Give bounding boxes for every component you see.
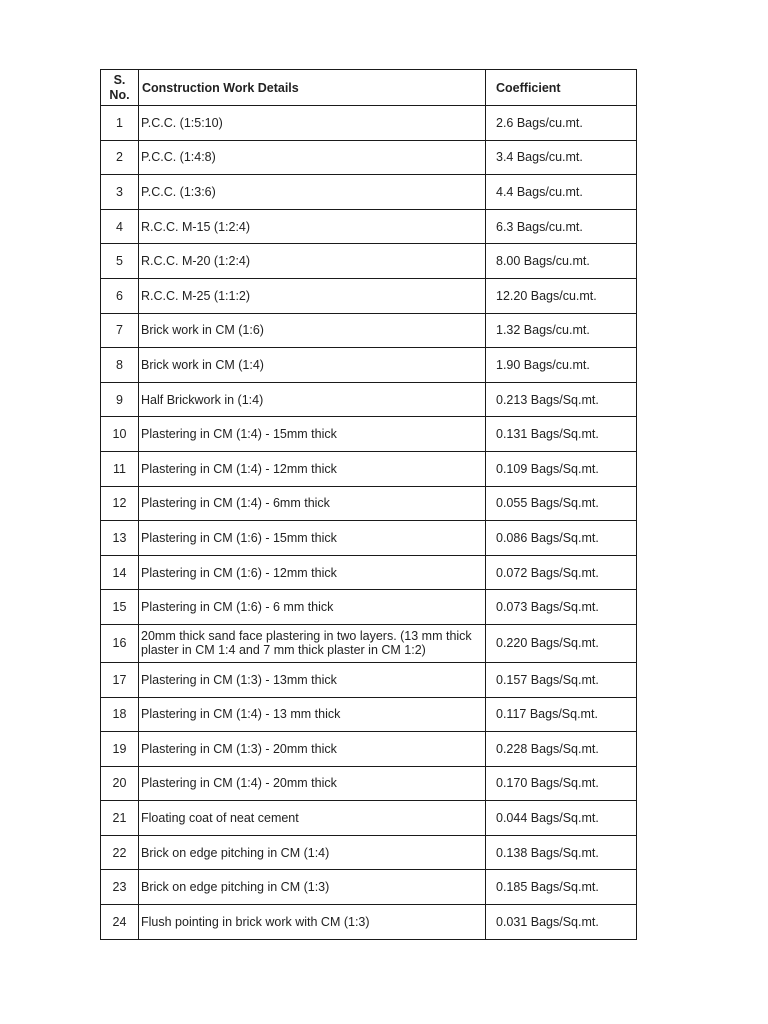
work-detail-cell: Plastering in CM (1:6) - 15mm thick xyxy=(139,521,486,556)
table-body xyxy=(101,106,637,940)
sno-cell: 17 xyxy=(101,662,139,697)
table-row xyxy=(101,766,637,801)
sno-cell: 7 xyxy=(101,313,139,348)
work-detail-cell: Plastering in CM (1:3) - 20mm thick xyxy=(139,732,486,767)
table-row xyxy=(101,175,637,210)
table-row xyxy=(101,209,637,244)
sno-cell: 12 xyxy=(101,486,139,521)
coefficient-cell: 0.086 Bags/Sq.mt. xyxy=(486,521,637,556)
work-detail-cell: Plastering in CM (1:4) - 20mm thick xyxy=(139,766,486,801)
work-detail-cell: P.C.C. (1:3:6) xyxy=(139,175,486,210)
table-row xyxy=(101,451,637,486)
work-detail-cell: Flush pointing in brick work with CM (1:3) xyxy=(139,905,486,940)
sno-cell: 16 xyxy=(101,624,139,662)
table-row xyxy=(101,870,637,905)
work-detail-cell: Half Brickwork in (1:4) xyxy=(139,382,486,417)
sno-cell: 13 xyxy=(101,521,139,556)
header-sno xyxy=(101,70,139,106)
sno-cell: 1 xyxy=(101,106,139,141)
table-row xyxy=(101,106,637,141)
coefficient-cell: 0.157 Bags/Sq.mt. xyxy=(486,662,637,697)
coefficient-cell: 0.073 Bags/Sq.mt. xyxy=(486,590,637,625)
sno-cell: 11 xyxy=(101,451,139,486)
sno-cell: 6 xyxy=(101,278,139,313)
sno-cell: 3 xyxy=(101,175,139,210)
coefficient-cell: 0.072 Bags/Sq.mt. xyxy=(486,555,637,590)
coefficient-cell: 2.6 Bags/cu.mt. xyxy=(486,106,637,141)
coefficient-cell: 0.220 Bags/Sq.mt. xyxy=(486,624,637,662)
sno-cell: 22 xyxy=(101,835,139,870)
coefficient-cell: 0.031 Bags/Sq.mt. xyxy=(486,905,637,940)
sno-cell: 5 xyxy=(101,244,139,279)
sno-cell: 21 xyxy=(101,801,139,836)
coefficient-cell: 0.055 Bags/Sq.mt. xyxy=(486,486,637,521)
work-detail-cell: Plastering in CM (1:3) - 13mm thick xyxy=(139,662,486,697)
work-detail-cell: R.C.C. M-25 (1:1:2) xyxy=(139,278,486,313)
table-row xyxy=(101,382,637,417)
coefficient-cell: 0.185 Bags/Sq.mt. xyxy=(486,870,637,905)
sno-cell: 14 xyxy=(101,555,139,590)
header-sno-line1: S. xyxy=(113,72,126,87)
table-row xyxy=(101,697,637,732)
table-row xyxy=(101,624,637,662)
coefficient-cell: 0.109 Bags/Sq.mt. xyxy=(486,451,637,486)
table-header xyxy=(101,70,637,106)
work-detail-cell: Brick work in CM (1:6) xyxy=(139,313,486,348)
work-detail-cell: P.C.C. (1:5:10) xyxy=(139,106,486,141)
sno-cell: 23 xyxy=(101,870,139,905)
coefficient-cell: 4.4 Bags/cu.mt. xyxy=(486,175,637,210)
coefficient-cell: 0.170 Bags/Sq.mt. xyxy=(486,766,637,801)
table-row xyxy=(101,278,637,313)
work-detail-cell: Plastering in CM (1:4) - 6mm thick xyxy=(139,486,486,521)
header-coefficient: Coefficient xyxy=(486,70,637,106)
work-detail-cell: Plastering in CM (1:4) - 13 mm thick xyxy=(139,697,486,732)
coefficient-cell: 0.228 Bags/Sq.mt. xyxy=(486,732,637,767)
work-detail-cell: R.C.C. M-15 (1:2:4) xyxy=(139,209,486,244)
work-detail-cell: Brick work in CM (1:4) xyxy=(139,348,486,383)
sno-cell: 24 xyxy=(101,905,139,940)
table-row xyxy=(101,905,637,940)
coefficient-cell: 0.044 Bags/Sq.mt. xyxy=(486,801,637,836)
sno-cell: 18 xyxy=(101,697,139,732)
cement-coefficient-table xyxy=(100,69,637,940)
table-row xyxy=(101,140,637,175)
coefficient-cell: 3.4 Bags/cu.mt. xyxy=(486,140,637,175)
sno-cell: 8 xyxy=(101,348,139,383)
sno-cell: 15 xyxy=(101,590,139,625)
coefficient-cell: 1.90 Bags/cu.mt. xyxy=(486,348,637,383)
coefficient-cell: 0.138 Bags/Sq.mt. xyxy=(486,835,637,870)
table-row xyxy=(101,486,637,521)
coefficient-cell: 12.20 Bags/cu.mt. xyxy=(486,278,637,313)
sno-cell: 19 xyxy=(101,732,139,767)
coefficient-cell: 0.213 Bags/Sq.mt. xyxy=(486,382,637,417)
work-detail-cell: 20mm thick sand face plastering in two layers. (13 mm thick plaster in CM 1:4 and 7 mm thick plaster in CM 1:2) xyxy=(139,624,486,662)
sno-cell: 10 xyxy=(101,417,139,452)
header-sno-line2: No. xyxy=(109,87,130,102)
sno-cell: 4 xyxy=(101,209,139,244)
table-row xyxy=(101,348,637,383)
table-row xyxy=(101,313,637,348)
coefficient-cell: 1.32 Bags/cu.mt. xyxy=(486,313,637,348)
work-detail-cell: R.C.C. M-20 (1:2:4) xyxy=(139,244,486,279)
work-detail-cell: Brick on edge pitching in CM (1:3) xyxy=(139,870,486,905)
work-detail-cell: P.C.C. (1:4:8) xyxy=(139,140,486,175)
table-row xyxy=(101,801,637,836)
coefficient-cell: 0.117 Bags/Sq.mt. xyxy=(486,697,637,732)
document-page xyxy=(100,69,636,940)
sno-cell: 20 xyxy=(101,766,139,801)
table-row xyxy=(101,521,637,556)
header-work-details: Construction Work Details xyxy=(139,70,486,106)
table-row xyxy=(101,662,637,697)
coefficient-cell: 0.131 Bags/Sq.mt. xyxy=(486,417,637,452)
table-row xyxy=(101,417,637,452)
work-detail-cell: Plastering in CM (1:4) - 12mm thick xyxy=(139,451,486,486)
work-detail-cell: Plastering in CM (1:4) - 15mm thick xyxy=(139,417,486,452)
coefficient-cell: 8.00 Bags/cu.mt. xyxy=(486,244,637,279)
table-row xyxy=(101,244,637,279)
work-detail-cell: Plastering in CM (1:6) - 6 mm thick xyxy=(139,590,486,625)
work-detail-cell: Brick on edge pitching in CM (1:4) xyxy=(139,835,486,870)
work-detail-cell: Floating coat of neat cement xyxy=(139,801,486,836)
header-row xyxy=(101,70,637,106)
table-row xyxy=(101,590,637,625)
table-row xyxy=(101,732,637,767)
table-row xyxy=(101,835,637,870)
sno-cell: 2 xyxy=(101,140,139,175)
table-row xyxy=(101,555,637,590)
work-detail-cell: Plastering in CM (1:6) - 12mm thick xyxy=(139,555,486,590)
coefficient-cell: 6.3 Bags/cu.mt. xyxy=(486,209,637,244)
sno-cell: 9 xyxy=(101,382,139,417)
